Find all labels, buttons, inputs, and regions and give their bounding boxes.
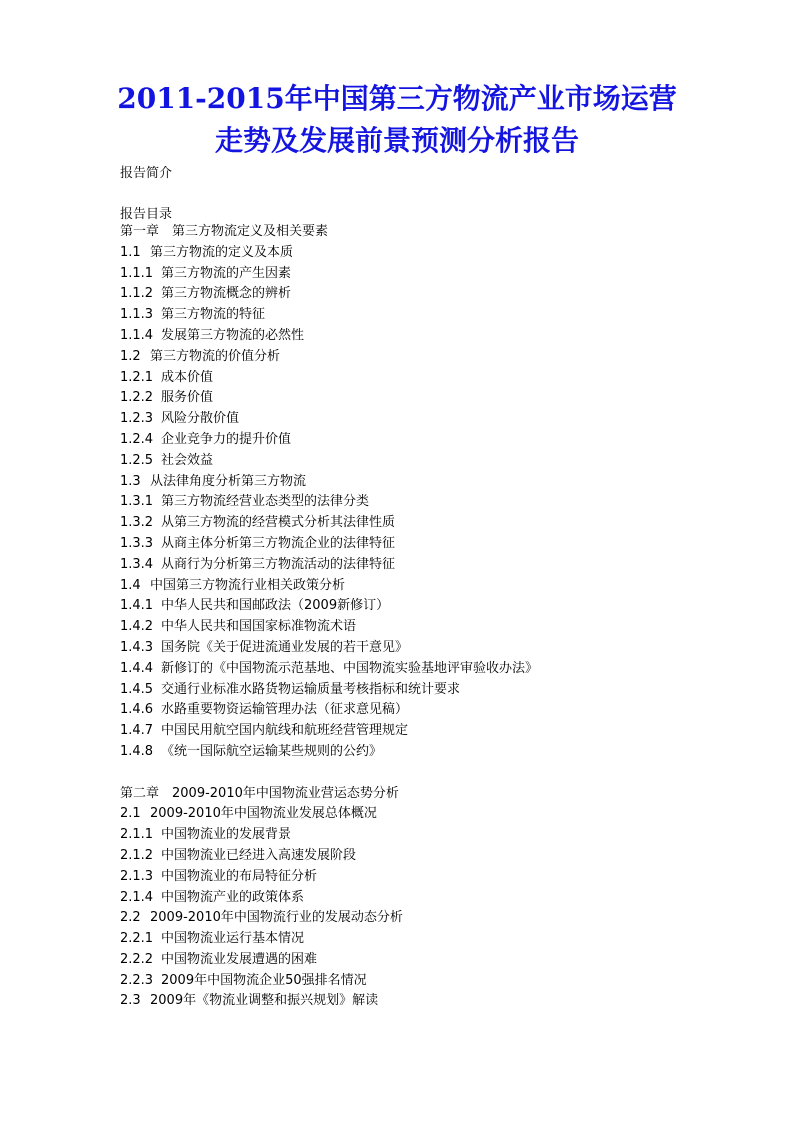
toc-entry	[120, 243, 720, 264]
toc-number: 1.3.2	[120, 515, 154, 531]
toc-number: 1.3.1	[120, 494, 154, 510]
toc-text: 第三方物流经营业态类型的法律分类	[161, 494, 370, 510]
toc-text: 2009年《物流业调整和振兴规划》解读	[150, 993, 379, 1009]
toc-text: 中国物流业的布局特征分析	[161, 868, 318, 884]
toc-number: 1.3.4	[120, 556, 154, 572]
toc-entry	[120, 638, 720, 659]
toc-text: 社会效益	[161, 452, 214, 468]
toc-entry	[120, 846, 720, 867]
toc-text: 中华人民共和国国家标准物流术语	[161, 619, 357, 635]
toc-number: 2.3	[120, 993, 141, 1009]
toc-entry	[120, 596, 720, 617]
toc-text: 中国民用航空国内航线和航班经营管理规定	[161, 723, 409, 739]
toc-text: 第三方物流定义及相关要素	[172, 224, 329, 239]
toc-number: 1.4.5	[120, 681, 154, 697]
toc-entry	[120, 576, 720, 597]
toc-number: 第一章	[120, 224, 160, 239]
toc-number: 1.4.4	[120, 660, 154, 676]
toc-number: 2.1.4	[120, 889, 154, 905]
toc-text: 第三方物流的产生因素	[161, 265, 292, 281]
toc-number: 1.2.4	[120, 431, 154, 447]
toc-entry	[120, 991, 720, 1012]
toc-chapter	[120, 784, 720, 805]
toc-number: 1.4	[120, 577, 141, 593]
toc-text: 中国物流业已经进入高速发展阶段	[161, 847, 357, 863]
toc-entry	[120, 534, 720, 555]
toc-text: 中国物流业的发展背景	[161, 827, 292, 843]
toc-text: 从商行为分析第三方物流活动的法律特征	[161, 556, 396, 572]
toc-number: 1.4.2	[120, 619, 154, 635]
toc-entry	[120, 617, 720, 638]
toc-spacer	[120, 763, 720, 784]
toc-number: 2.1.3	[120, 868, 154, 884]
toc-number: 1.3	[120, 473, 141, 489]
toc-text: 成本价值	[161, 369, 214, 385]
toc-text: 中国物流业运行基本情况	[161, 931, 305, 947]
toc-entry	[120, 264, 720, 285]
toc-entry	[120, 388, 720, 409]
toc-number: 1.2.1	[120, 369, 154, 385]
toc-entry	[120, 368, 720, 389]
report-title-line-1: 2011-2015年中国第三方物流产业市场运营	[117, 82, 677, 115]
toc-number: 1.4.1	[120, 598, 154, 614]
toc-entry	[120, 804, 720, 825]
toc-text: 发展第三方物流的必然性	[161, 327, 305, 343]
toc-entry	[120, 888, 720, 909]
toc-number: 1.1	[120, 244, 141, 260]
toc-number: 1.4.6	[120, 702, 154, 718]
toc-text: 中国第三方物流行业相关政策分析	[150, 577, 346, 593]
toc-entry	[120, 908, 720, 929]
toc-text: 第三方物流的价值分析	[150, 348, 281, 364]
toc-entry	[120, 950, 720, 971]
toc-entry	[120, 305, 720, 326]
toc-text: 2009-2010年中国物流业营运态势分析	[172, 785, 399, 801]
toc-number: 2.1.2	[120, 847, 154, 863]
toc-entry	[120, 284, 720, 305]
toc-number: 1.2	[120, 348, 141, 364]
toc-chapter	[120, 222, 720, 243]
toc-text: 中国物流业发展遭遇的困难	[161, 951, 318, 967]
toc-text: 从商主体分析第三方物流企业的法律特征	[161, 535, 396, 551]
toc-number: 1.4.8	[120, 743, 154, 759]
toc-entry	[120, 451, 720, 472]
toc-number: 1.1.3	[120, 307, 154, 323]
toc-text: 第三方物流的特征	[161, 307, 266, 323]
toc-text: 第三方物流的定义及本质	[150, 244, 294, 260]
toc-number: 2.1.1	[120, 827, 154, 843]
toc-text: 从第三方物流的经营模式分析其法律性质	[161, 515, 396, 531]
toc-number: 1.2.2	[120, 390, 154, 406]
toc-entry	[120, 867, 720, 888]
toc-text: 2009年中国物流企业50强排名情况	[161, 972, 367, 988]
report-title	[0, 78, 794, 162]
toc-entry	[120, 721, 720, 742]
toc-number: 1.3.3	[120, 535, 154, 551]
toc-entry	[120, 492, 720, 513]
toc-number: 第二章	[120, 785, 160, 801]
toc-entry	[120, 700, 720, 721]
toc-number: 1.1.2	[120, 286, 154, 302]
toc-number: 2.2.1	[120, 931, 154, 947]
toc-text: 从法律角度分析第三方物流	[150, 473, 307, 489]
toc-text: 交通行业标准水路货物运输质量考核指标和统计要求	[161, 681, 461, 697]
toc-entry	[120, 742, 720, 763]
toc-text: 新修订的《中国物流示范基地、中国物流实验基地评审验收办法》	[161, 660, 539, 676]
toc-number: 1.1.1	[120, 265, 154, 281]
toc-number: 1.4.7	[120, 723, 154, 739]
toc-text: 2009-2010年中国物流业发展总体概况	[150, 806, 377, 822]
toc-entry	[120, 409, 720, 430]
toc-text: 服务价值	[161, 390, 214, 406]
toc-entry	[120, 929, 720, 950]
toc-heading: 报告目录	[120, 207, 173, 222]
intro-heading: 报告简介	[120, 166, 173, 181]
toc-number: 2.2.3	[120, 972, 154, 988]
toc-entry	[120, 680, 720, 701]
toc-entry	[120, 430, 720, 451]
toc-entry	[120, 472, 720, 493]
toc-entry	[120, 347, 720, 368]
toc-number: 1.2.5	[120, 452, 154, 468]
toc-text: 中国物流产业的政策体系	[161, 889, 305, 905]
toc-number: 1.1.4	[120, 327, 154, 343]
toc-number: 1.4.3	[120, 639, 154, 655]
toc-text: 水路重要物资运输管理办法（征求意见稿）	[161, 702, 409, 718]
report-title-line-2: 走势及发展前景预测分析报告	[214, 124, 579, 157]
toc-entry	[120, 825, 720, 846]
toc-text: 《统一国际航空运输某些规则的公约》	[161, 743, 383, 759]
toc-text: 第三方物流概念的辨析	[161, 286, 292, 302]
toc-entry	[120, 326, 720, 347]
toc-entry	[120, 513, 720, 534]
toc-number: 1.2.3	[120, 411, 154, 427]
toc-text: 中华人民共和国邮政法（2009新修订）	[161, 598, 390, 614]
toc-entry	[120, 971, 720, 992]
toc-number: 2.2	[120, 910, 141, 926]
table-of-contents	[120, 222, 720, 1012]
toc-text: 国务院《关于促进流通业发展的若干意见》	[161, 639, 409, 655]
toc-number: 2.2.2	[120, 951, 154, 967]
toc-text: 风险分散价值	[161, 411, 240, 427]
toc-number: 2.1	[120, 806, 141, 822]
toc-text: 2009-2010年中国物流行业的发展动态分析	[150, 910, 403, 926]
toc-entry	[120, 659, 720, 680]
toc-entry	[120, 555, 720, 576]
toc-text: 企业竞争力的提升价值	[161, 431, 292, 447]
